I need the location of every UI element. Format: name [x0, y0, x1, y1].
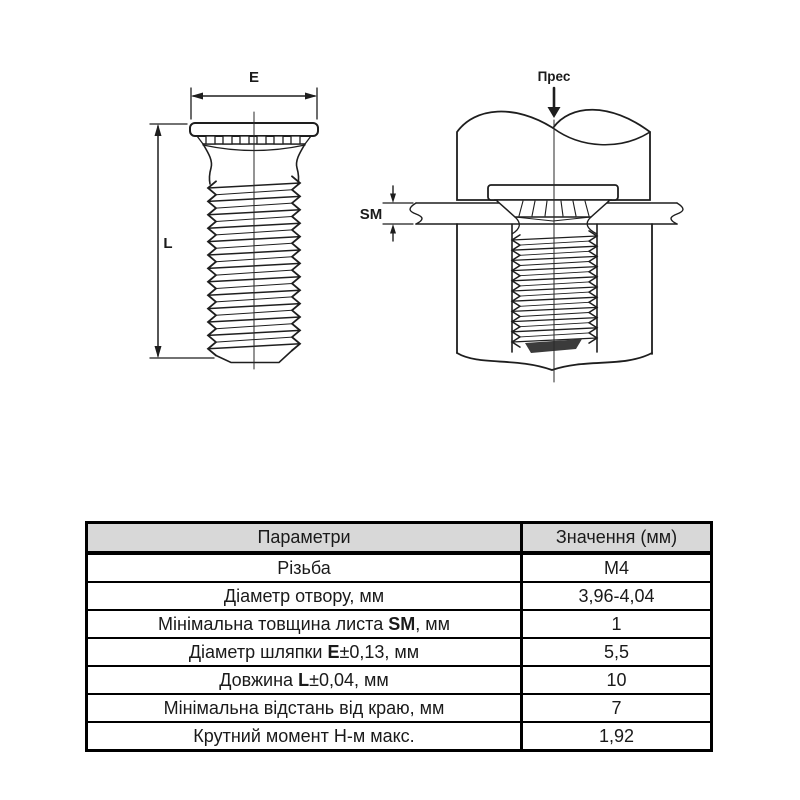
table-row: [87, 610, 712, 638]
sheet-break-left: [410, 203, 422, 224]
arrowhead-right-icon: [305, 93, 317, 100]
value-cell: 1: [522, 610, 712, 638]
head-serrated-flange: [496, 200, 610, 234]
arrowhead-up-icon: [390, 224, 396, 234]
dim-l-label: L: [163, 235, 173, 252]
value-cell: 10: [522, 666, 712, 694]
stud-head-installed: [488, 185, 618, 200]
table-row: [87, 666, 712, 694]
press-label: Прес: [537, 69, 571, 84]
header-values: Значення (мм): [522, 523, 712, 554]
dimension-sm: [383, 186, 413, 241]
spec-table: [85, 521, 713, 752]
param-cell: Різьба: [87, 553, 522, 582]
dimension-l: [150, 124, 214, 358]
table-header-row: [87, 523, 712, 554]
stud-installation-drawing: [355, 62, 700, 400]
table-row: [87, 694, 712, 722]
dim-e-label: E: [248, 69, 260, 86]
press-arrow: [548, 88, 561, 118]
param-cell: Довжина L±0,04, мм: [87, 666, 522, 694]
table-row: [87, 638, 712, 666]
arrowhead-down-icon: [548, 107, 561, 118]
sheet-break-right: [671, 203, 683, 224]
table-row: [87, 582, 712, 610]
arrowhead-left-icon: [191, 93, 203, 100]
neck-left: [512, 217, 519, 234]
table-row: [87, 553, 712, 582]
arrowhead-down-icon: [155, 346, 162, 358]
param-cell: Діаметр отвору, мм: [87, 582, 522, 610]
value-cell: 1,92: [522, 722, 712, 751]
param-cell: Діаметр шляпки E±0,13, мм: [87, 638, 522, 666]
stud-side-view-drawing: [140, 62, 365, 377]
param-cell: Мінімальна відстань від краю, мм: [87, 694, 522, 722]
table-row: [87, 722, 712, 751]
value-cell: 3,96-4,04: [522, 582, 712, 610]
dim-sm-label: SM: [359, 206, 383, 223]
value-cell: M4: [522, 553, 712, 582]
param-cell: Мінімальна товщина листа SM, мм: [87, 610, 522, 638]
value-cell: 5,5: [522, 638, 712, 666]
arrowhead-up-icon: [155, 124, 162, 136]
arrowhead-down-icon: [390, 194, 396, 204]
param-cell: Крутний момент Н-м макс.: [87, 722, 522, 751]
header-parameters: Параметри: [87, 523, 522, 554]
value-cell: 7: [522, 694, 712, 722]
